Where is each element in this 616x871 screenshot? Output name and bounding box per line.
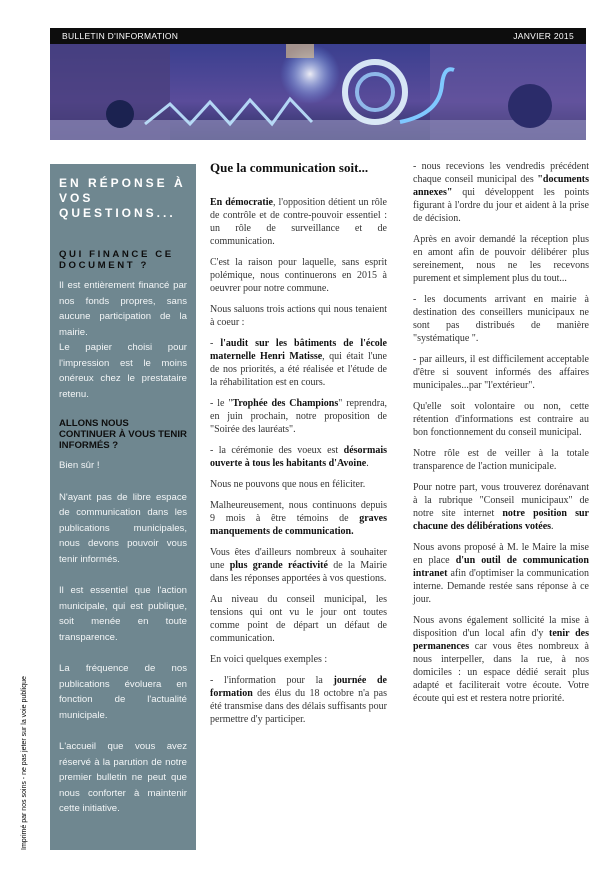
bulletin-label: BULLETIN D'INFORMATION bbox=[62, 31, 179, 41]
spacer bbox=[59, 723, 187, 739]
paragraph: - la cérémonie des voeux est désormais ouverte à tous les habitants d'Avoine. bbox=[210, 445, 387, 469]
article-column-2 bbox=[413, 160, 589, 713]
paragraph: - l'information pour la journée de formation des élus du 18 octobre n'a pas été transmise dans des délais suffisants pour permettre d'y participer. bbox=[210, 675, 387, 725]
spacer bbox=[59, 474, 187, 490]
paragraph: Vous êtes d'ailleurs nombreux à souhaiter une plus grande réactivité de la Mairie dans les réponses apportées à vos questions. bbox=[210, 547, 387, 584]
spacer bbox=[59, 567, 187, 583]
faq-answer-continue-4: La fréquence de nos publications évoluera en fonction de l'actualité municipale. bbox=[59, 663, 187, 721]
paragraph: Nous avons proposé à M. le Maire la mise en place d'un outil de communication intranet afin d'optimiser la communication interne. Demande restée sans réponse à ce jour. bbox=[413, 542, 589, 605]
print-notice: Imprimé par nos soins - ne pas jeter sur la voie publique bbox=[21, 676, 28, 850]
paragraph: C'est la raison pour laquelle, sans esprit polémique, nous continuerons en 2015 à oeuvrer pour notre commune. bbox=[210, 257, 387, 294]
faq-answer-continue-2: N'ayant pas de libre espace de communication dans les publications municipales, nous devons pouvoir vous tenir informés. bbox=[59, 491, 187, 565]
paragraph: En voici quelques exemples : bbox=[210, 654, 328, 665]
paragraph: - nous recevions les vendredis précédent chaque conseil municipal des "documents annexes" qui développent les points figurant à l'ordre du jour et aident à la prise de décision. bbox=[413, 161, 589, 224]
header-bar bbox=[50, 28, 586, 44]
paragraph: En démocratie, l'opposition détient un rôle de contrôle et de contre-pouvoir essentiel : un rôle de surveillance et de communication. bbox=[210, 197, 387, 247]
illuminated-snail-photo bbox=[50, 44, 586, 140]
faq-answer-continue-1: Bien sûr ! bbox=[59, 460, 100, 471]
faq-heading-continue: ALLONS NOUS CONTINUER À VOUS TENIR INFORMÉS ? bbox=[59, 418, 187, 451]
paragraph: Au niveau du conseil municipal, les tensions qui ont vu le jour ont toutes comme point de départ un défaut de communication. bbox=[210, 594, 387, 644]
spacer bbox=[59, 402, 187, 418]
spacer bbox=[59, 645, 187, 661]
article-title: Que la communication soit... bbox=[210, 160, 369, 175]
paragraph: - les documents arrivant en mairie à destination des conseillers municipaux ne sont pas distribués de manière "systématique ". bbox=[413, 294, 589, 344]
paragraph: Qu'elle soit volontaire ou non, cette rétention d'informations est contraire au bon fonctionnement du conseil municipal. bbox=[413, 401, 589, 438]
paragraph: - le "Trophée des Champions" reprendra, en juin prochain, notre proposition de "Soirée des lauréats". bbox=[210, 398, 388, 435]
paragraph: - par ailleurs, il est difficilement acceptable d'être si souvent informés des affaires municipales...par "l'extérieur". bbox=[413, 354, 589, 391]
faq-answer-financing-2: Le papier choisi pour l'impression est le moins onéreux chez le prestataire retenu. bbox=[59, 342, 187, 400]
faq-answer-continue-5: L'accueil que vous avez réservé à la parution de notre premier bulletin ne peut que nous conforter à maintenir cette initiative. bbox=[59, 741, 187, 814]
paragraph: Notre rôle est de veiller à la totale transparence de l'action municipale. bbox=[413, 448, 589, 472]
paragraph: Malheureusement, nous continuons depuis 9 mois à être témoins de graves manquements de communication. bbox=[210, 500, 387, 537]
header-photo bbox=[50, 44, 586, 140]
paragraph: Pour notre part, vous trouverez dorénavant à la rubrique "Conseil municipaux" de notre site internet notre position sur chacune des délibérations votées. bbox=[413, 482, 589, 532]
paragraph: Nous saluons trois actions qui nous tenaient à coeur : bbox=[210, 304, 387, 328]
paragraph: Nous avons également sollicité la mise à disposition d'un local afin d'y tenir des permanences car vous êtes nombreux à nous interpeller, dans la rue, à nos domiciles : un espace dédié serait plus adapté et faciliterait votre écoute. Votre écoute qui est et restera notre priorité. bbox=[413, 615, 589, 704]
paragraph: Nous ne pouvons que nous en féliciter. bbox=[210, 479, 366, 490]
paragraph: - l'audit sur les bâtiments de l'école maternelle Henri Matisse, qui était l'une de nos priorités, a été réalisée et l'étude de la réhabilitation est en cours. bbox=[210, 338, 387, 388]
sidebar-title: EN RÉPONSE À VOS QUESTIONS... bbox=[59, 176, 186, 220]
paragraph: Après en avoir demandé la réception plus en amont afin de pouvoir délibérer plus sereinement, nous ne les recevons purement et simplement plus du tout... bbox=[413, 234, 589, 284]
faq-heading-financing: QUI FINANCE CE DOCUMENT ? bbox=[59, 249, 174, 271]
faq-answer-continue-3: Il est essentiel que l'action municipale, qui est publique, soit menée en toute transparence. bbox=[59, 585, 187, 643]
sidebar-faq bbox=[50, 164, 196, 850]
faq-answer-financing-1: Il est entièrement financé par nos fonds propres, sans aucune participation de la mairie. bbox=[59, 280, 187, 338]
article-column-1 bbox=[210, 160, 387, 734]
issue-date: JANVIER 2015 bbox=[513, 31, 574, 41]
